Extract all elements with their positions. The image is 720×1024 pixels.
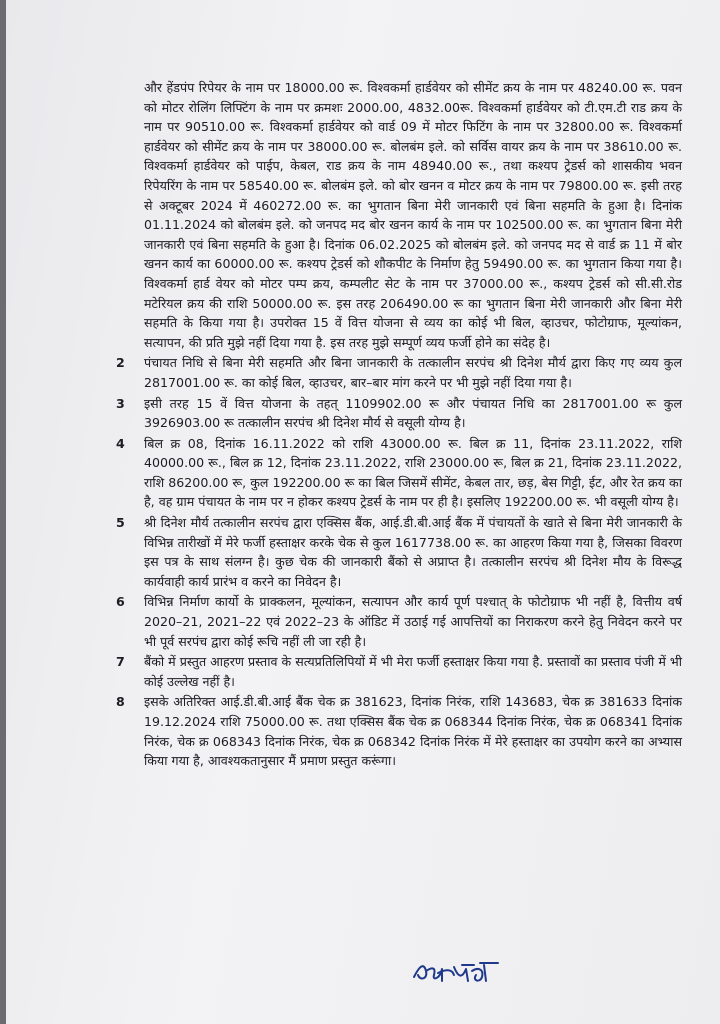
item-number: 8	[116, 694, 125, 710]
handwritten-signature	[410, 957, 502, 989]
list-item-3	[116, 394, 682, 433]
item-text: बिल क्र 08, दिनांक 16.11.2022 को राशि 43000.00 रू. बिल क्र 11, दिनांक 23.11.2022, राशि 40000.00 रू., बिल क्र 12, दिनांक 23.11.2022, राशि 23000.00 रू, बिल क्र 21, दिनांक 23.11.2022, राशि 86200.00 रू, कुल 192200.00 रू का बिल जिसमें सीमेंट, केबल तार, छड़, बेस गिट्टी, ईट, और रेत क्रय का है, वह ग्राम पंचायत के नाम पर न होकर कश्यप ट्रेडर्स के नाम पर ही है। इसलिए 192200.00 रू. भी वसूली योग्य है।	[144, 435, 682, 510]
item-number: 5	[116, 515, 125, 531]
item-number: 4	[116, 435, 125, 451]
list-item-5	[116, 513, 682, 591]
list-item-4	[116, 434, 682, 512]
list-item-6	[116, 592, 682, 651]
item-text: श्री दिनेश मौर्य तत्कालीन सरपंच द्वारा एक्सिस बैंक, आई.डी.बी.आई बैंक में पंचायतों के खाते से बिना मेरी जानकारी के विभिन्न तारीखों में मेरे फर्जी हस्ताक्षर करके चेक से कुल 1617738.00 रू. का आहरण किया गया है, जिसका विवरण इस पत्र के साथ संलग्न है। कुछ चेक की जानकारी बैंको से अप्राप्त है। तत्कालीन सरपंच श्री दिनेश मौय के विरूद्ध कार्यवाही कार्य प्रारंभ व करने का निवेदन है।	[144, 515, 682, 589]
list-item-7	[116, 652, 682, 691]
paper-sheet	[6, 0, 720, 1024]
item-text: बैंको में प्रस्तुत आहरण प्रस्ताव के सत्यप्रतिलिपियों में भी मेरा फर्जी हस्ताक्षर किया गया है. प्रस्तावों का प्रस्ताव पंजी में भी कोई उल्लेख नहीं है।	[144, 654, 682, 689]
item-number: 7	[116, 654, 125, 670]
item-text: इसके अतिरिक्त आई.डी.बी.आई बैंक चेक क्र 381623, दिनांक निरंक, राशि 143683, चेक क्र 381633 दिनांक 19.12.2024 राशि 75000.00 रू. तथा एक्सिस बैंक चेक क्र 068344 दिनांक निरंक, चेक क्र 068341 दिनांक निरंक, चेक क्र 068343 दिनांक निरंक, चेक क्र 068342 दिनांक निरंक में मेरे हस्ताक्षर का उपयोग करने का अभ्यास किया गया है, आवश्यकतानुसार मैं प्रमाण प्रस्तुत करूंगा।	[144, 694, 682, 769]
list-item-2	[116, 353, 682, 392]
item-text: पंचायत निधि से बिना मेरी सहमति और बिना जानकारी के तत्कालीन सरपंच श्री दिनेश मौर्य द्वारा किए गए व्यय कुल 2817001.00 रू. का कोई बिल, व्हाउचर, बार–बार मांग करने पर भी मुझे नहीं दिया गया है।	[144, 355, 682, 390]
item-number: 2	[116, 355, 125, 371]
intro-paragraph: और हेंडपंप रिपेयर के नाम पर 18000.00 रू. विश्वकर्मा हार्डवेयर को सीमेंट क्रय के नाम पर 48240.00 रू. पवन को मोटर रोलिंग लिफ्टिंग के नाम पर क्रमशः 2000.00, 4832.00रू. विश्वकर्मा हार्डवेयर को टी.एम.टी राड क्रय के नाम पर 90510.00 रू. विश्वकर्मा हार्डवेयर को वार्ड 09 में मोटर फिटिंग के नाम पर 32800.00 रू. विश्वकर्मा हार्डवेयर को सीमेंट क्रय के नाम पर 38000.00 रू. बोलबंम इले. को सर्विस वायर क्रय के नाम पर 38610.00 रू. विश्वकर्मा हार्डवेयर को पाईप, केबल, राड क्रय के नाम 48940.00 रू., तथा कश्यप ट्रेडर्स को शासकीय भवन रिपेयरिंग के नाम पर 58540.00 रू. बोलबंम इले. को बोर खनन व मोटर क्रय के नाम पर 79800.00 रू. इसी तरह से अक्टूबर 2024 में 460272.00 रू. का भुगतान बिना मेरी जानकारी एवं बिना सहमति के हुआ है। दिनांक 01.11.2024 को बोलबंम इले. को जनपद मद बोर खनन कार्य के नाम पर 102500.00 रू. का भुगतान बिना मेरी जानकारी एवं बिना सहमति के हुआ है। दिनांक 06.02.2025 को बोलबंम इले. को जनपद मद से वार्ड क्र 11 में बोर खनन कार्य का 60000.00 रू. कश्यप ट्रेडर्स को शौकपीट के निर्माण हेतु 59490.00 रू. का भुगतान किया गया है। विश्वकर्मा हार्ड वेयर को मोटर पम्प क्रय, कम्पलीट सेट के नाम पर 37000.00 रू., कश्यप ट्रेडर्स को सी.सी.रोड मटेरियल क्रय की राशि 50000.00 रू. इस तरह 206490.00 रू का भुगतान बिना मेरी जानकारी और बिना मेरी सहमति के किया गया है। उपरोक्त 15 वें वित्त योजना से व्यय का कोई भी बिल, व्हाउचर, फोटोग्राफ, मूल्यांकन, सत्यापन, की प्रति मुझे नहीं दिया गया है. इस तरह मुझे सम्पूर्ण व्यय फर्जी होने का संदेह है।	[144, 80, 682, 350]
item-number: 6	[116, 594, 125, 610]
item-text: विभिन्न निर्माण कार्यो के प्राक्कलन, मूल्यांकन, सत्यापन और कार्य पूर्ण पश्चात् के फोटोग्राफ भी नहीं है, वित्तीय वर्ष 2020–21, 2021–22 एवं 2022–23 के ऑडिट में उठाई गई आपत्तियों का निराकरण करने हेतु निवेदन करने पर भी पूर्व सरपंच द्वारा कोई रूचि नहीं ली जा रही है।	[144, 594, 682, 649]
list-item-8	[116, 692, 682, 770]
letter-body	[116, 78, 682, 771]
item-number: 3	[116, 395, 125, 411]
item-text: इसी तरह 15 वें वित्त योजना के तहत् 1109902.00 रू और पंचायत निधि का 2817001.00 रू कुल 3926903.00 रू तत्कालीन सरपंच श्री दिनेश मौर्य से वसूली योग्य है।	[144, 395, 682, 431]
